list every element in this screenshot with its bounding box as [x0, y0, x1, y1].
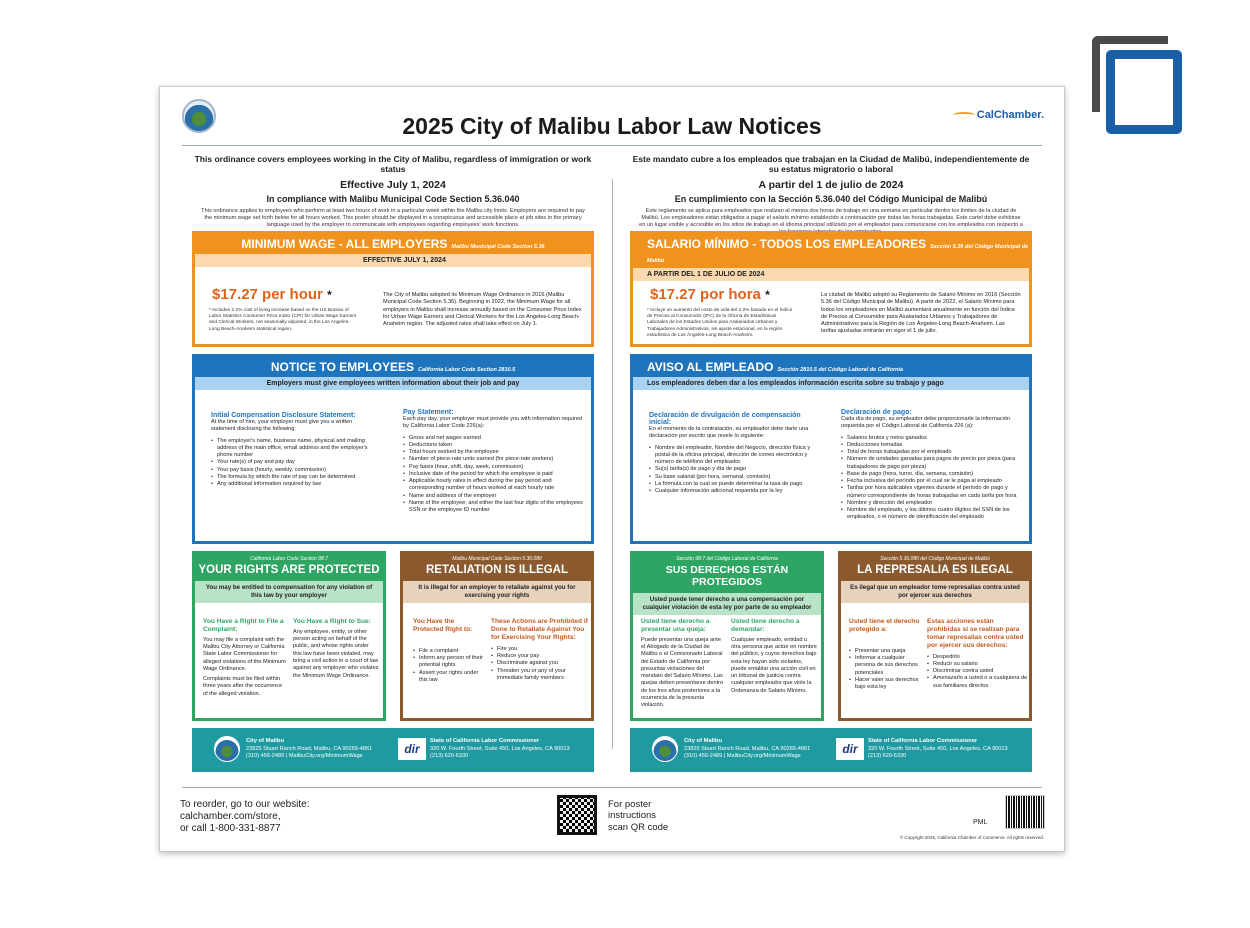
intro-text: Este reglamento se aplica para empleados que realizan al menos dos horas de trabajo en una semana en particular dentro los límites de la ciudad de Malibú. Los empleadores están obligados a pagar el salario mínimo establecido a continuación por todas las horas trabajadas. Este cartel debe exhibirse en un lugar visible y accesible en los sitios de trabajo en el idioma principal utilizado por el empleador para comunicarse con los empleados con respecto a — [639, 208, 1023, 228]
list-item: • Deducciones tomadas — [841, 442, 1021, 449]
effective-date: Effective July 1, 2024 — [340, 179, 446, 191]
list-item: • Hacer valer sus derechos bajo esta ley — [849, 677, 921, 692]
list-item: • Reducir su salario — [927, 661, 1029, 668]
effective-date: A partir del 1 de julio de 2024 — [758, 179, 904, 191]
dir-logo-icon: dir — [398, 738, 426, 760]
coverage-statement: This ordinance covers employees working in the City of Malibu, regardless of immigration or work status — [194, 154, 592, 174]
barcode-icon — [1005, 795, 1045, 829]
list-item: • File a complaint — [413, 648, 483, 655]
list-item: • Name and address of the employer — [403, 493, 583, 500]
list-item: • Deductions taken — [403, 442, 583, 449]
minimum-wage-effective: EFFECTIVE JULY 1, 2024 — [195, 254, 591, 267]
compliance-statement: In compliance with Malibu Municipal Code Section 5.36.040 — [266, 194, 520, 204]
minimum-wage-body: La ciudad de Malibú adoptó su Reglamento de Salario Mínimo en 2016 (Sección 5.36 del Código Municipal de Malibú). A partir de 2022, el Salario Mínimo para todos los empleadores en Malibú aumentará anualmente en función del Índice de Precios al Consumidor para Asalariados Urbanos y Trabajadores de Administrativos para la Región de Los Ángeles-Long Beach-Anaheim. Las tarifas ajustadas entrarán en vigor el 1 de julio. — [821, 292, 1021, 335]
notice-heading: AVISO AL EMPLEADO Sección 2810.5 del Código Laboral de California — [633, 357, 1029, 377]
list-item: • Gross and net wages earned — [403, 435, 583, 442]
labor-law-poster — [159, 86, 1065, 852]
contact-footer: City of Malibu 23825 Stuart Ranch Road, Malibu, CA 90265-4861 (310) 456-2489 | MalibuCity.org/MinimumWage dir State of California Labor Commissioner 320 W. Fourth Street, Suite 450, Los Angeles, CA 90013 (213) 620-6330 — [630, 728, 1032, 772]
list-item: • Amenazarlo a usted o a cualquiera de sus familiares directos — [927, 675, 1029, 690]
retaliation-box: Sección 5.36.080 del Código Municipal de Malibú LA REPRESALIA ES ILEGAL Es ilegal que un empleador tome represalias contra usted por ejercer sus derechos Usted tiene el derecho protegido a: • Presentar una queja • Informar a cualquier persona de sus derechos potenciales • Hacer valer sus derechos bajo esta ley Estas acciones están prohibidas si se realizan para tomar represalias contra usted por ejercer sus derechos: • Despedirlo • Reducir su salario • Discriminar contra usted • Amenazarlo a usted o a cualquiera de sus familiares directos — [838, 551, 1032, 721]
list-item: • La fórmula con la cual se puede determinar la tasa de pago — [649, 481, 824, 488]
rights-box: California Labor Code Section 98.7 YOUR RIGHTS ARE PROTECTED You may be entitled to compensation for any violation of this law by your employer You Have a Right to File a Complaint: You may file a complaint with the Malibu City Attorney or California State Labor Commissioner for alleged violations of the Minimum Wage Ordinance. Complaints must be filed within three years after the occurrence of the alleged violation. You Have a Right to Sue: Any employee, entity, or other person acting on behalf of the public, and whose rights under this law have been violated, may bring a civil action in a court of law against any employer who violates the Minimum Wage Ordinance. — [192, 551, 386, 721]
intro-text: This ordinance applies to employees who perform at least two hours of work in a particular week within the Malibu city limits. Employers are required to pay the minimum wage set forth below for all hours worked. This poster should be displayed in a conspicuous and accessible place at job sites in the primary language used by the employer to communicate with employees regarding employees' work functions. — [201, 208, 585, 228]
header-rule — [182, 145, 1042, 146]
list-item: • Assert your rights under this law — [413, 670, 483, 685]
list-item: • Any additional information required by law — [211, 481, 376, 488]
qr-code-icon — [557, 795, 597, 835]
minimum-wage-box — [630, 231, 1032, 347]
poster-title: 2025 City of Malibu Labor Law Notices — [402, 113, 822, 139]
pay-statement-section: Pay Statement: Each pay day, your employer must provide you with information required by California Labor Code 226(a): • Gross and net wages earned • Deductions taken • Total hours worked by the employee • Number of piece-rate units earned (for piece-rate workers) • Pay basis (hour, shift, day, week, commission) • Inclusive date of the period for which the employee is paid • Applicable hourly rates in effect during the pay period and corresponding number of hours worked at each hourly rate • Name and address of the employer • Name of the employee; and either the last four digits of the employees SSN or the employee ID number — [403, 409, 583, 514]
rights-box: Sección 98.7 del Código Laboral de California SUS DERECHOS ESTÁN PROTEGIDOS Usted puede tener derecho a una compensación por cualquier violación de esta ley por parte de su empleador Usted tiene derecho a presentar una queja: Puede presentar una queja ante el Abogado de la Ciudad de Malibú o el Comisionado Laboral del Estado de California por presuntas violaciones del mandato del Salario Mínimo. Las quejas deben presentarse dentro de los tres años posteriores a la ocurrencia de la presunta violación. Usted tiene derecho a demandar: Cualquier empleado, entidad u otra persona que actúe en nombre del público, y cuyos derechos bajo esta ley hayan sido violados, puede entablar una acción civil en un tribunal de justicia contra cualquier empleador que viole la Ordenanza de Salario Mínimo. — [630, 551, 824, 721]
coverage-statement: Este mandato cubre a los empleados que trabajan en la Ciudad de Malibú, independientemente de su estatus migratorio o laboral — [632, 154, 1030, 174]
minimum-wage-heading: MINIMUM WAGE - ALL EMPLOYERS Malibu Municipal Code Section 5.36 — [195, 234, 591, 254]
minimum-wage-footnote: * Incluye un aumento del costo de vida del 2.2% basado en el Índice de Precios al Consumidor (IPC) de la Oficina de Estadísticas Laborales de los Estados Unidos para Asalariados Urbanos y Trabajadores Administrativos, sin ajuste estacional, en la región estadística de Los Ángeles-Long Beach-Anaheim. — [647, 308, 793, 338]
english-column — [192, 154, 594, 760]
list-item: • Threaten you or any of your immediate family members — [491, 668, 591, 683]
notice-box — [192, 354, 594, 544]
list-item: • Pay basis (hour, shift, day, week, commission) — [403, 464, 583, 471]
list-item: • Tarifas por hora aplicables vigentes durante el período de pago y número correspondiente de horas trabajadas en cada tarifa por hora — [841, 485, 1021, 500]
minimum-wage-box — [192, 231, 594, 347]
list-item: • Inclusive date of the period for which the employee is paid — [403, 471, 583, 478]
list-item: • Reduce your pay — [491, 653, 591, 660]
list-item: • Fire you — [491, 646, 591, 653]
list-item: • Presentar una queja — [849, 648, 921, 655]
bottom-rule — [182, 787, 1042, 788]
list-item: • Discriminar contra usted — [927, 668, 1029, 675]
column-divider — [612, 179, 613, 749]
list-item: • Su(s) tarifa(s) de pago y día de pago — [649, 466, 824, 473]
pay-statement-section: Declaración de pago: Cada día de pago, su empleador debe proporcionarle la información requerida por el Código Laboral de California 226 (a): • Salarios brutos y netos ganados • Deducciones tomadas • Total de horas trabajadas por el empleado • Número de unidades ganadas para pagos de precio por pieza (para trabajadores de pago por pieza) • Base de pago (hora, turno, día, semana, comisión) • Fecha inclusiva del período por el cual se le paga al empleado • Tarifas por hora aplicables vigentes durante el período de pago y número correspondiente de horas trabajadas en cada tarifa por hora • Nombre y dirección del empleador • Nombre del empleado, y los últimos cuatro dígitos del SSN de los empleados, o el número de identificación del empleado — [841, 409, 1021, 522]
list-item: • The formula by which the rate of pay can be determined — [211, 474, 376, 481]
notice-heading: NOTICE TO EMPLOYEES California Labor Code Section 2810.5 — [195, 357, 591, 377]
product-code: PML — [973, 819, 988, 826]
list-item: • The employer's name, business name, physical and mailing address of the main office, email address and the employer's phone number — [211, 438, 376, 460]
city-seal-icon — [214, 736, 240, 762]
minimum-wage-heading: SALARIO MÍNIMO - TODOS LOS EMPLEADORES Sección 5.36 del Código Municipal de Malibú — [633, 234, 1029, 268]
minimum-wage-effective: A PARTIR DEL 1 DE JULIO DE 2024 — [633, 268, 1029, 281]
list-item: • Nombre y dirección del empleador — [841, 500, 1021, 507]
list-item: • Cualquier información adicional requerida por la ley — [649, 488, 824, 495]
list-item: • Su base salarial (por hora, semanal, comisión) — [649, 474, 824, 481]
list-item: • Discriminate against you — [491, 660, 591, 667]
list-item: • Your rate(s) of pay and pay day — [211, 459, 376, 466]
retaliation-heading: RETALIATION IS ILLEGAL — [425, 564, 569, 576]
list-item: • Your pay basis (hourly, weekly, commission) — [211, 467, 376, 474]
retaliation-heading: LA REPRESALIA ES ILEGAL — [857, 564, 1013, 576]
list-item: • Fecha inclusiva del período por el cual se le paga al empleado — [841, 478, 1021, 485]
notice-subheading: Employers must give employees written information about their job and pay — [195, 377, 591, 390]
list-item: • Name of the employee; and either the last four digits of the employees SSN or the employee ID number — [403, 500, 583, 515]
contact-footer: City of Malibu 23825 Stuart Ranch Road, Malibu, CA 90265-4861 (310) 456-2489 | MalibuCity.org/MinimumWage dir State of California Labor Commissioner 320 W. Fourth Street, Suite 450, Los Angeles, CA 90013 (213) 620-6330 — [192, 728, 594, 772]
list-item: • Nombre del empleador, Nombre del Negocio, dirección física y postal de la oficina principal, dirección de correo electrónico y número de teléfono del empleador. — [649, 445, 824, 467]
minimum-wage-body: The City of Malibu adopted its Minimum Wage Ordinance in 2016 (Malibu Municipal Code Section 5.36). Beginning in 2022, the Minimum Wage for all employers in Malibu shall increase annually based on the Consumer Price Index for Urban Wage Earners and Clerical Workers for the Los Angeles-Long Beach-Anaheim region. The adjusted rates shall take effect on July 1. — [383, 292, 582, 328]
reorder-info: To reorder, go to our website: calchamber.com/store, or call 1-800-331-8877 — [180, 799, 310, 834]
list-item: • Número de unidades ganadas para pagos de precio por pieza (para trabajadores de pago por pieza) — [841, 456, 1021, 471]
minimum-wage-rate: $17.27 por hora * — [650, 286, 770, 303]
copyright: © Copyright 2025, California Chamber of Commerce. All rights reserved. — [899, 835, 1044, 840]
list-item: • Despedirlo — [927, 654, 1029, 661]
notice-subheading: Los empleadores deben dar a los empleados información escrita sobre su trabajo y pago — [633, 377, 1029, 390]
spanish-column — [630, 154, 1032, 760]
list-item: • Applicable hourly rates in effect during the pay period and corresponding number of hours worked at each hourly rate — [403, 478, 583, 493]
disclosure-section: Declaración de divulgación de compensación inicial: En el momento de la contratación, su empleador debe darle una declaración por escrito que revele lo siguiente: • Nombre del empleador, Nombre del Negocio, dirección física y postal de la oficina principal, dirección de correo electrónico y número de teléfono del empleador. • Su(s) tarifa(s) de pago y día de pago • Su base salarial (por hora, semanal, comisión) • La fórmula con la cual se puede determinar la tasa de pago • Cualquier información adicional requerida por la ley — [649, 412, 824, 495]
calchamber-logo: CalChamber. — [953, 109, 1044, 121]
list-item: • Nombre del empleado, y los últimos cuatro dígitos del SSN de los empleados, o el número de identificación del empleado — [841, 507, 1021, 522]
retaliation-box: Malibu Municipal Code Section 5.36.080 RETALIATION IS ILLEGAL It is illegal for an employer to retaliate against you for exercising your rights You Have the Protected Right to: • File a complaint • Inform any person of their potential rights • Assert your rights under this law These Actions are Prohibited if Done to Retaliate Against You for Exercising Your Rights: • Fire you • Reduce your pay • Discriminate against you • Threaten you or any of your immediate family members — [400, 551, 594, 721]
rights-heading: YOUR RIGHTS ARE PROTECTED — [198, 564, 380, 576]
minimum-wage-footnote: * Includes 2.2% cost of living increase based on the US Bureau of Labor Statistics Consumer Price Index (CPI) for Urban Wage Earners and Clerical Workers, not seasonally adjusted, in the Los Angeles-Long Beach-Anaheim statistical region. — [209, 308, 357, 332]
notice-box — [630, 354, 1032, 544]
compliance-statement: En cumplimiento con la Sección 5.36.040 del Código Municipal de Malibú — [674, 194, 988, 204]
list-item: • Base de pago (hora, turno, día, semana, comisión) — [841, 471, 1021, 478]
qr-instructions: For poster instructions scan QR code — [608, 799, 669, 833]
window-stack-icon[interactable] — [1092, 36, 1184, 136]
dir-logo-icon: dir — [836, 738, 864, 760]
list-item: • Informar a cualquier persona de sus derechos potenciales — [849, 655, 921, 677]
list-item: • Total de horas trabajadas por el empleado — [841, 449, 1021, 456]
list-item: • Total hours worked by the employee — [403, 449, 583, 456]
disclosure-section: Initial Compensation Disclosure Statement: At the time of hire, your employer must give you a written statement disclosing the following: • The employer's name, business name, physical and mailing address of the main office, email address and the employer's phone number • Your rate(s) of pay and pay day • Your pay basis (hourly, weekly, commission) • The formula by which the rate of pay can be determined • Any additional information required by law — [211, 412, 376, 488]
minimum-wage-rate: $17.27 per hour * — [212, 286, 332, 303]
list-item: • Salarios brutos y netos ganados — [841, 435, 1021, 442]
list-item: • Inform any person of their potential rights — [413, 655, 483, 670]
list-item: • Number of piece-rate units earned (for piece-rate workers) — [403, 456, 583, 463]
city-seal-icon — [652, 736, 678, 762]
rights-heading: SUS DERECHOS ESTÁN PROTEGIDOS — [665, 564, 789, 588]
